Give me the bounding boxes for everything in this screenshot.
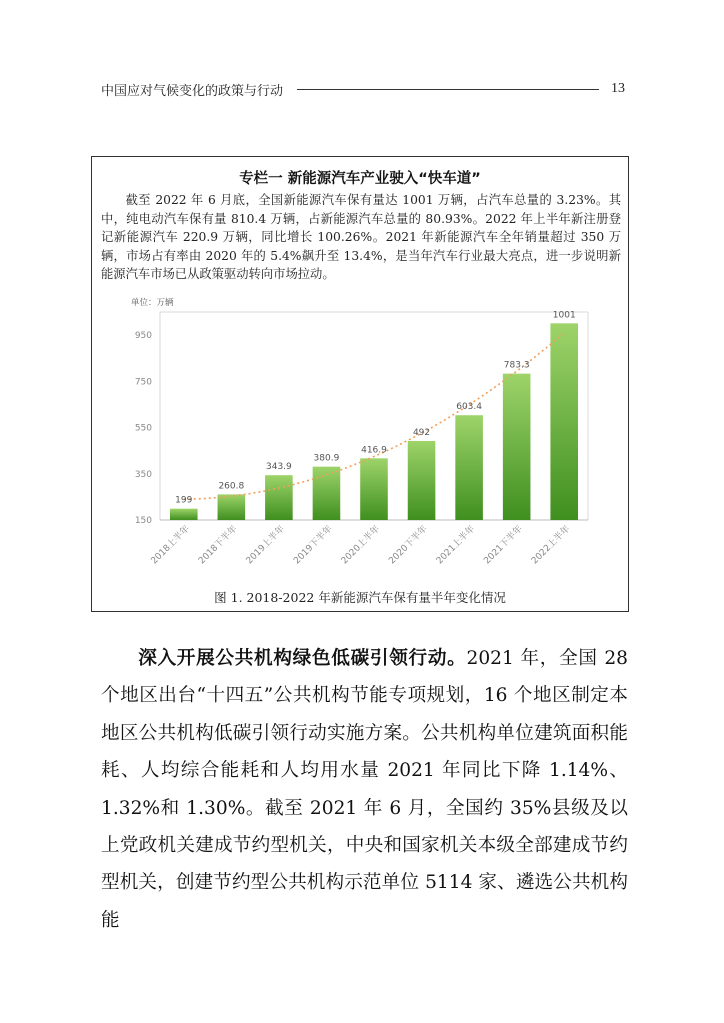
y-tick-label-0: 150 [134, 516, 152, 526]
x-tick-label-4: 2020上半年 [339, 524, 383, 567]
value-label-4: 416.9 [361, 445, 387, 456]
x-tick-label-8: 2022上半年 [529, 524, 573, 567]
box-paragraph: 截至 2022 年 6 月底，全国新能源汽车保有量达 1001 万辆，占汽车总量的 3.23%。其中，纯电动汽车保有量 810.4 万辆，占新能源汽车总量的 80.93%。2022 年上半年新注册登记新能源汽车 220.9 万辆，同比增长 100.26%。2021 年新能源汽车全年销量超过 350 万辆，市场占有率由 2020 年的 5.4%飙升至 13.4%，是当年汽车行业最大亮点，进一步说明新能源汽车市场已从政策驱动转向市场拉动。 [101, 193, 621, 282]
value-label-3: 380.9 [313, 453, 340, 464]
bar-8 [550, 323, 578, 520]
bar-4 [360, 458, 388, 520]
x-tick-label-6: 2021上半年 [434, 524, 478, 567]
value-label-1: 260.8 [218, 481, 245, 492]
x-tick-label-3: 2019下半年 [292, 524, 335, 567]
bar-2 [265, 475, 293, 520]
value-label-0: 199 [175, 495, 193, 506]
body-text: 2021 年，全国 28 个地区出台“十四五”公共机构节能专项规划，16 个地区制定本地区公共机构低碳引领行动实施方案。公共机构单位建筑面积能耗、人均综合能耗和人均用水量 2021 年同比下降 1.14%、1.32%和 1.30%。截至 2021 年 6 月，全国约 35%县级及以上党政机关建成节约型机关，中央和国家机关本级全部建成节约型机关，创建节约型公共机构示范单位 5114 家、遴选公共机构能 [101, 648, 628, 931]
body-lead: 深入开展公共机构绿色低碳引领行动。 [138, 648, 467, 669]
box-title: 专栏一 新能源汽车产业驶入“快车道” [239, 171, 481, 187]
y-tick-label-1: 350 [134, 469, 152, 480]
chart-unit-label: 单位：万辆 [131, 298, 174, 308]
bar-0 [170, 509, 198, 520]
value-label-7: 783.3 [503, 360, 530, 371]
value-label-2: 343.9 [266, 462, 292, 473]
x-tick-label-1: 2018下半年 [197, 524, 240, 567]
page-number: 13 [611, 81, 625, 96]
bar-chart [118, 302, 598, 586]
y-tick-label-2: 550 [134, 423, 152, 434]
x-tick-label-7: 2021下半年 [482, 524, 525, 567]
bar-7 [503, 374, 531, 520]
figure-caption: 图 1. 2018-2022 年新能源汽车保有量半年变化情况 [214, 590, 506, 605]
bar-1 [218, 494, 246, 520]
bar-6 [455, 415, 483, 520]
x-tick-label-2: 2019上半年 [244, 524, 288, 567]
value-label-8: 1001 [552, 310, 576, 321]
y-tick-label-3: 750 [134, 377, 152, 388]
value-label-5: 492 [412, 427, 431, 438]
header-rule [297, 89, 599, 90]
y-tick-label-4: 950 [134, 331, 152, 342]
body-paragraph [101, 640, 628, 939]
page-header [101, 80, 625, 98]
x-tick-label-0: 2018上半年 [149, 524, 192, 567]
bar-5 [408, 441, 436, 520]
value-label-6: 603.4 [456, 402, 482, 413]
header-title: 中国应对气候变化的政策与行动 [101, 83, 284, 99]
x-tick-label-5: 2020下半年 [387, 524, 430, 567]
